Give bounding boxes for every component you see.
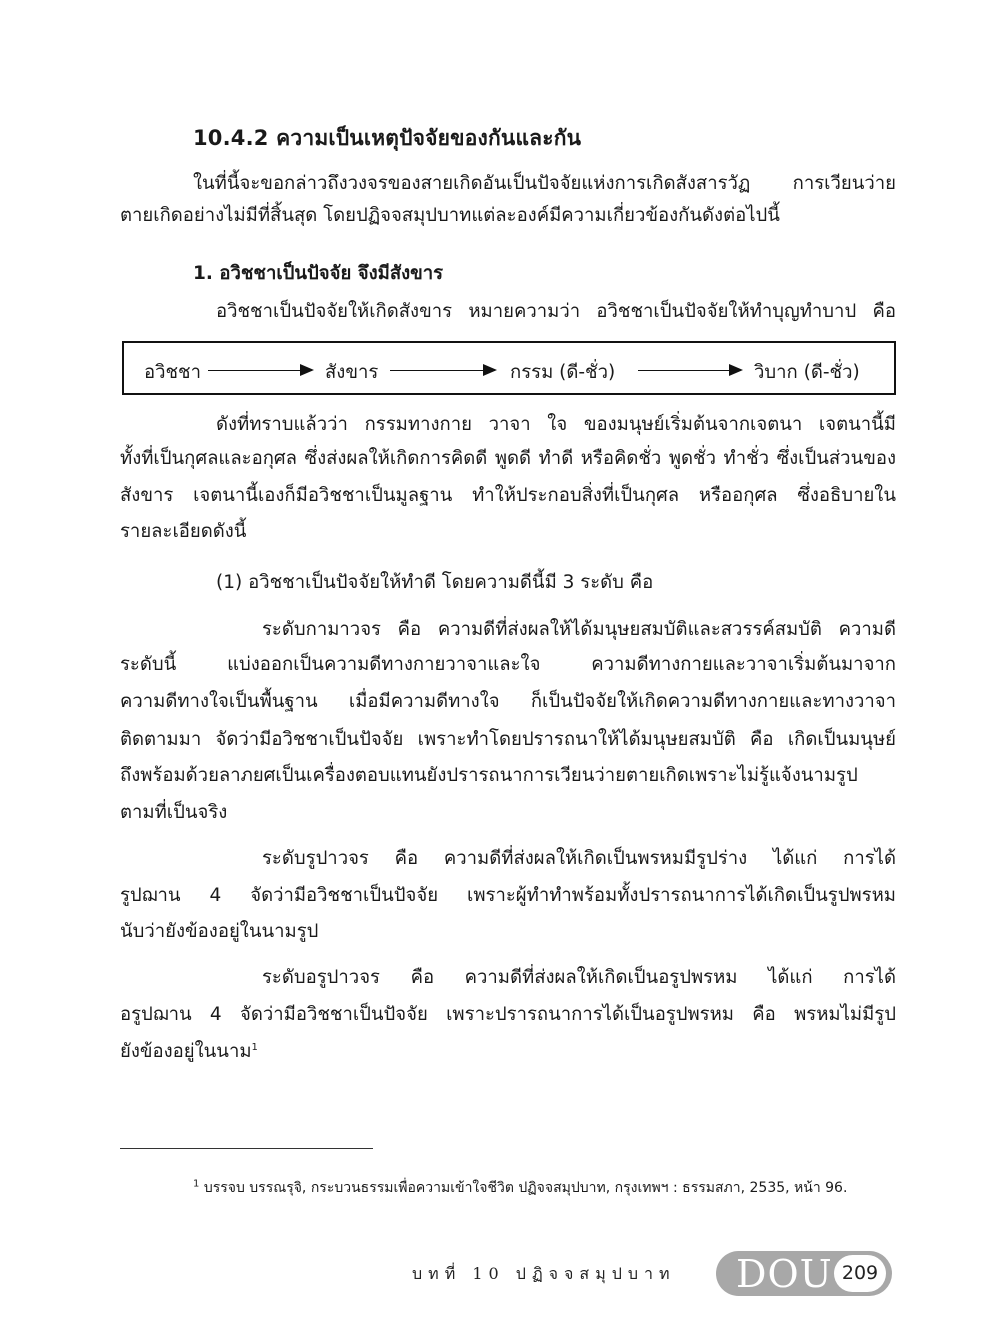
footnote [193,1177,847,1199]
flow-step-vipaka: วิบาก (ดี-ชั่ว) [754,362,860,383]
item-1: (1) อวิชชาเป็นปัจจัยให้ทำดี โดยความดีนี้มี 3 ระดับ คือ [216,572,654,593]
flow-diagram [122,341,896,395]
arupa-line-2: อรูปฌาน 4 จัดว่ามีอวิชชาเป็นปัจจัย เพราะปรารถนาการได้เป็นอรูปพรหม คือ พรหมไม่มีรูป [120,1004,896,1025]
flow-arrow-2 [390,370,495,371]
kama-line-2: ระดับนี้ แบ่งออกเป็นความดีทางกายวาจาและใจ ความดีทางกายและวาจาเริ่มต้นมาจาก [120,654,896,675]
footnote-divider [120,1148,373,1149]
para1-line-4: รายละเอียดดังนี้ [120,521,247,542]
rupa-line-1: ระดับรูปาวจร คือ ความดีที่ส่งผลให้เกิดเป็นพรหมมีรูปร่าง ได้แก่ การได้ [262,848,896,869]
flow-step-avijja: อวิชชา [144,362,201,383]
footnote-mark: 1 [193,1178,200,1190]
chapter-footer: บทที่ 10 ปฏิจจสมุปบาท [412,1264,676,1283]
para1-line-1: ดังที่ทราบแล้วว่า กรรมทางกาย วาจา ใจ ของมนุษย์เริ่มต้นจากเจตนา เจตนานี้มี [216,414,896,435]
flow-arrow-3 [638,370,741,371]
footnote-text: บรรจบ บรรณรุจิ, กระบวนธรรมเพื่อความเข้าใจชีวิต ปฏิจจสมุปบาท, กรุงเทพฯ : ธรรมสภา, 2535, หน้า 96. [203,1180,848,1196]
para1-line-3: สังขาร เจตนานี้เองก็มีอวิชชาเป็นมูลฐาน ทำให้ประกอบสิ่งที่เป็นกุศล หรืออกุศล ซึ่งอธิบายใน [120,485,896,506]
arupa-line-3-text: ยังข้องอยู่ในนาม [120,1041,252,1062]
flow-arrow-1 [208,370,312,371]
kama-line-3: ความดีทางใจเป็นพื้นฐาน เมื่อมีความดีทางใจ ก็เป็นปัจจัยให้เกิดความดีทางกายและทางวาจา [120,691,896,712]
kama-line-1: ระดับกามาวจร คือ ความดีที่ส่งผลให้ได้มนุษยสมบัติและสวรรค์สมบัติ ความดี [262,619,896,640]
section-heading: 10.4.2 ความเป็นเหตุปัจจัยของกันและกัน [193,126,582,150]
rupa-line-3: นับว่ายังข้องอยู่ในนามรูป [120,921,319,942]
flow-step-kamma: กรรม (ดี-ชั่ว) [510,362,616,383]
dou-logo: DOU [736,1252,833,1296]
kama-line-6: ตามที่เป็นจริง [120,802,228,823]
page-number: 209 [834,1255,886,1292]
arupa-line-1: ระดับอรูปาวจร คือ ความดีที่ส่งผลให้เกิดเป็นอรูปพรหม ได้แก่ การได้ [262,967,896,988]
subheading: 1. อวิชชาเป็นปัจจัย จึงมีสังขาร [193,263,444,284]
arupa-line-3 [120,1043,258,1062]
footnote-reference[interactable]: 1 [251,1041,258,1053]
intro-line-2: ตายเกิดอย่างไม่มีที่สิ้นสุด โดยปฏิจจสมุปบาทแต่ละองค์มีความเกี่ยวข้องกันดังต่อไปนี้ [120,205,780,226]
kama-line-5: ถึงพร้อมด้วยลาภยศเป็นเครื่องตอบแทนยังปรารถนาการเวียนว่ายตายเกิดเพราะไม่รู้แจ้งนามรูป [120,765,858,786]
intro-line-1: ในที่นี้จะขอกล่าวถึงวงจรของสายเกิดอันเป็นปัจจัยแห่งการเกิดสังสารวัฏ การเวียนว่าย [193,173,896,194]
para1-line-2: ทั้งที่เป็นกุศลและอกุศล ซึ่งส่งผลให้เกิดการคิดดี พูดดี ทำดี หรือคิดชั่ว พูดชั่ว ทำชั่ว ซึ่งเป็นส่วนของ [120,448,896,469]
kama-line-4: ติดตามมา จัดว่ามีอวิชชาเป็นปัจจัย เพราะทำโดยปรารถนาให้ได้มนุษยสมบัติ คือ เกิดเป็นมนุษย์ [120,729,896,750]
flow-intro: อวิชชาเป็นปัจจัยให้เกิดสังขาร หมายความว่า อวิชชาเป็นปัจจัยให้ทำบุญทำบาป คือ [216,301,896,322]
dou-badge [716,1251,892,1296]
rupa-line-2: รูปฌาน 4 จัดว่ามีอวิชชาเป็นปัจจัย เพราะผู้ทำทำพร้อมทั้งปรารถนาการได้เกิดเป็นรูปพรหม [120,885,896,906]
flow-step-sankhara: สังขาร [325,362,379,383]
